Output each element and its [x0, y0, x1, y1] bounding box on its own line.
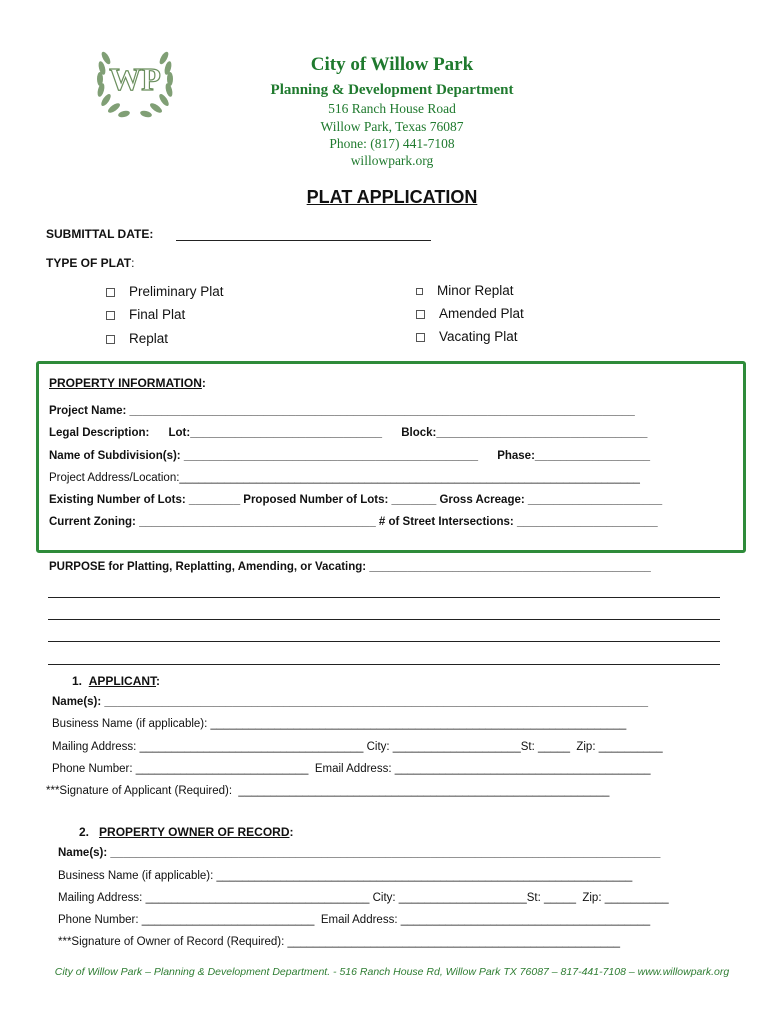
applicant-business-field[interactable]: Business Name (if applicable): _________________________________________________________________ [52, 718, 627, 730]
checkbox-replat[interactable]: Replat [106, 331, 168, 346]
footer-text: City of Willow Park – Planning & Development Department. - 516 Ranch House Rd, Willow Park TX 76087 – 817-441-7108 – www.willowpark.org [54, 966, 730, 978]
purpose-line-2[interactable] [48, 619, 720, 620]
checkbox-icon[interactable] [416, 288, 423, 295]
project-name-field[interactable]: Project Name: _______________________________________________________________________________ [49, 405, 635, 417]
owner-business-field[interactable]: Business Name (if applicable): _________________________________________________________________ [58, 870, 633, 882]
checkbox-preliminary-plat[interactable]: Preliminary Plat [106, 284, 224, 299]
purpose-line-4[interactable] [48, 664, 720, 665]
checkbox-final-plat[interactable]: Final Plat [106, 307, 185, 322]
applicant-mailing-field[interactable]: Mailing Address: ___________________________________ City: ____________________St: _____ Zip: __________ [52, 741, 663, 753]
project-address-field[interactable]: Project Address/Location:________________________________________________________________________ [49, 472, 640, 484]
submittal-date-label: SUBMITTAL DATE: [46, 227, 154, 241]
checkbox-vacating-plat[interactable]: Vacating Plat [416, 329, 518, 344]
form-title: PLAT APPLICATION [306, 187, 478, 207]
owner-names-field[interactable]: Name(s): ______________________________________________________________________________________ [58, 847, 661, 859]
zoning-field[interactable]: Current Zoning: _____________________________________ # of Street Intersections: ______________________ [49, 516, 658, 528]
checkbox-icon[interactable] [416, 333, 425, 342]
phone-number: Phone: (817) 441-7108 [329, 136, 455, 151]
checkbox-icon[interactable] [106, 335, 115, 344]
city-name: City of Willow Park [310, 54, 474, 75]
purpose-label[interactable]: PURPOSE for Platting, Replatting, Amending, or Vacating: ____________________________________________ [49, 561, 651, 573]
purpose-line-3[interactable] [48, 641, 720, 642]
department-name: Planning & Development Department [270, 82, 514, 98]
checkbox-amended-plat[interactable]: Amended Plat [416, 306, 524, 321]
address-line-2: Willow Park, Texas 76087 [320, 119, 464, 134]
svg-text:WP: WP [109, 61, 161, 97]
purpose-line-1[interactable] [48, 597, 720, 598]
submittal-date-field[interactable] [176, 240, 431, 241]
owner-mailing-field[interactable]: Mailing Address: ___________________________________ City: ____________________St: _____ Zip: __________ [58, 892, 669, 904]
owner-heading: 2. PROPERTY OWNER OF RECORD: [79, 825, 294, 839]
owner-phone-email-field[interactable]: Phone Number: ___________________________ Email Address: _______________________________________ [58, 914, 651, 926]
checkbox-icon[interactable] [106, 288, 115, 297]
applicant-signature-field[interactable]: ***Signature of Applicant (Required): __________________________________________________________ [46, 785, 610, 797]
property-information-heading: PROPERTY INFORMATION: [49, 376, 206, 390]
legal-description-field[interactable]: Legal Description: Lot:______________________________ Block:_________________________________ [49, 427, 648, 439]
applicant-phone-email-field[interactable]: Phone Number: ___________________________ Email Address: ________________________________________ [52, 763, 651, 775]
applicant-heading: 1. APPLICANT: [72, 674, 161, 688]
checkbox-icon[interactable] [416, 310, 425, 319]
applicant-names-field[interactable]: Name(s): _____________________________________________________________________________________ [52, 696, 649, 708]
checkbox-icon[interactable] [106, 311, 115, 320]
website: willowpark.org [350, 153, 434, 168]
address-line-1: 516 Ranch House Road [328, 101, 456, 116]
checkbox-minor-replat[interactable]: Minor Replat [416, 283, 514, 298]
type-of-plat-label: TYPE OF PLAT: [46, 256, 135, 270]
owner-signature-field[interactable]: ***Signature of Owner of Record (Required): ____________________________________________________ [58, 936, 621, 948]
subdivision-field[interactable]: Name of Subdivision(s): ______________________________________________ Phase:__________________ [49, 450, 651, 462]
lots-acreage-field[interactable]: Existing Number of Lots: ________ Proposed Number of Lots: _______ Gross Acreage: _____________________ [49, 494, 663, 506]
